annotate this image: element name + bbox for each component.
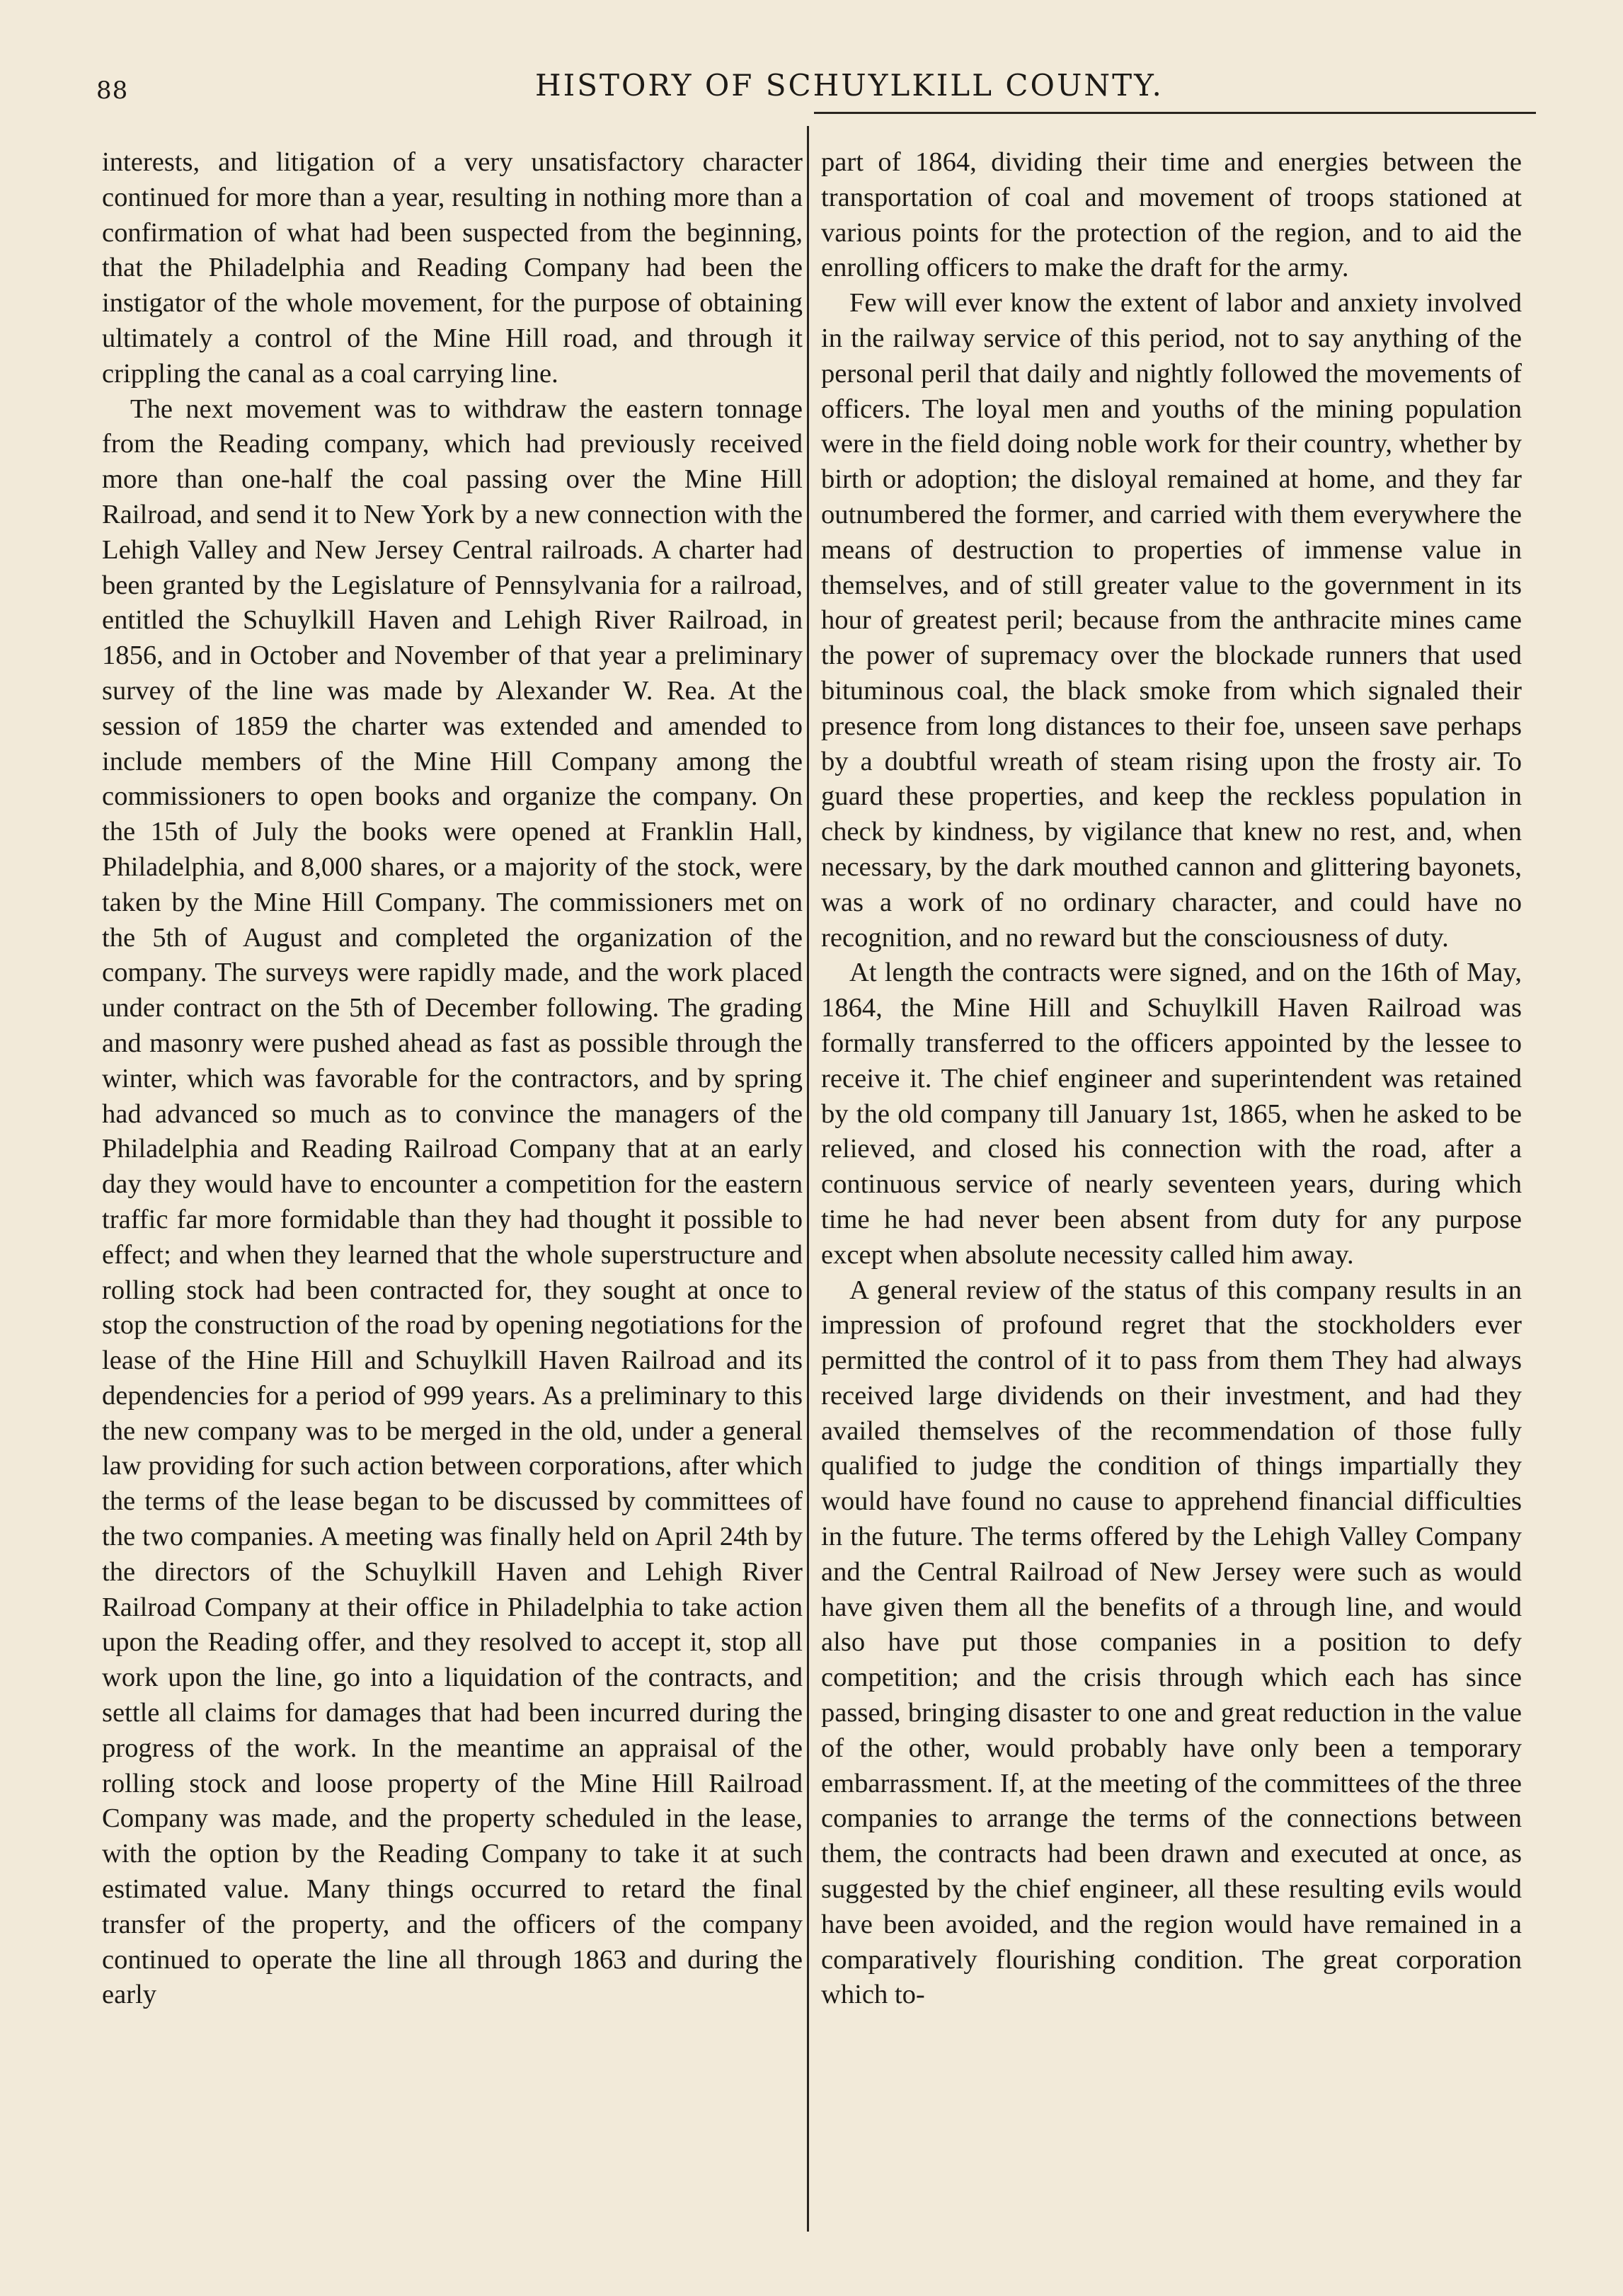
header-rule [814, 112, 1536, 114]
right-column [821, 145, 1522, 2013]
paragraph: Few will ever know the extent of labor and anxiety involved in the railway service of this period, not to say anything of the personal peril that daily and nightly followed the movements of officers. The loyal men and youths of the mining population were in the field doing noble work for their country, whether by birth or adoption; the disloyal remained at home, and they far outnumbered the former, and carried with them everywhere the means of destruction to properties of immense value in themselves, and of still greater value to the government in its hour of greatest peril; because from the anthracite mines came the power of supremacy over the blockade runners that used bituminous coal, the black smoke from which signaled their presence from long distances to their foe, unseen save perhaps by a doubtful wreath of steam rising upon the frosty air. To guard these properties, and keep the reckless population in check by kindness, by vigilance that knew no rest, and, when necessary, by the dark mouthed cannon and glittering bayonets, was a work of no ordinary character, and could have no recognition, and no reward but the consciousness of duty. [821, 288, 1522, 953]
paragraph: part of 1864, dividing their time and energies between the transportation of coal and movement of troops stationed at various points for the protection of the region, and to aid the enrolling officers to make the draft for the army. [821, 147, 1522, 283]
left-column [102, 145, 803, 2013]
paragraph: The next movement was to withdraw the eastern tonnage from the Reading company, which had previously received more than one-half the coal passing over the Mine Hill Railroad, and send it to New York by a new connection with the Lehigh Valley and New Jersey Central railroads. A charter had been granted by the Legislature of Pennsylvania for a railroad, entitled the Schuylkill Haven and Lehigh River Railroad, in 1856, and in October and November of that year a preliminary survey of the line was made by Alexander W. Rea. At the session of 1859 the charter was extended and amended to include members of the Mine Hill Company among the commissioners to open books and organize the company. On the 15th of July the books were opened at Franklin Hall, Philadelphia, and 8,000 shares, or a majority of the stock, were taken by the Mine Hill Company. The commissioners met on the 5th of August and completed the organization of the company. The surveys were rapidly made, and the work placed under contract on the 5th of December following. The grading and masonry were pushed ahead as fast as possible through the winter, which was favorable for the contractors, and by spring had advanced so much as to convince the managers of the Philadelphia and Reading Railroad Company that at an early day they would have to encounter a competition for the eastern traffic far more formidable than they had thought it possible to effect; and when they learned that the whole superstructure and rolling stock had been contracted for, they sought at once to stop the construction of the road by opening negotiations for the lease of the Hine Hill and Schuylkill Haven Railroad and its dependencies for a period of 999 years. As a preliminary to this the new company was to be merged in the old, under a general law providing for such action between corporations, after which the terms of the lease began to be discussed by committees of the two companies. A meeting was finally held on April 24th by the directors of the Schuylkill Haven and Lehigh River Railroad Company at their office in Philadelphia to take action upon the Reading offer, and they resolved to accept it, stop all work upon the line, go into a liquidation of the contracts, and settle all claims for damages that had been incurred during the progress of the work. In the meantime an appraisal of the rolling stock and loose property of the Mine Hill Railroad Company was made, and the property scheduled in the lease, with the option by the Reading Company to take it at such estimated value. Many things occurred to retard the final transfer of the property, and the officers of the company continued to operate the line all through 1863 and during the early [102, 394, 803, 2010]
column-divider [807, 126, 809, 2232]
paragraph: interests, and litigation of a very unsatisfactory character continued for more than a year, resulting in nothing more than a confirmation of what had been suspected from the beginning, that the Philadelphia and Reading Company had been the instigator of the whole movement, for the purpose of obtaining ultimately a control of the Mine Hill road, and through it crippling the canal as a coal carrying line. [102, 147, 803, 389]
page-number: 88 [96, 76, 129, 105]
paragraph: A general review of the status of this company results in an impression of profound regret that the stockholders ever permitted the control of it to pass from them They had always received large dividends on their investment, and had they availed themselves of the recommendation of those fully qualified to judge the condition of things impartially they would have found no cause to apprehend financial difficulties in the future. The terms offered by the Lehigh Valley Company and the Central Railroad of New Jersey were such as would have given them all the benefits of a through line, and would also have put those companies in a position to defy competition; and the crisis through which each has since passed, bringing disaster to one and great reduction in the value of the other, would probably have only been a temporary embarrassment. If, at the meeting of the committees of the three companies to arrange the terms of the connections between them, the contracts had been drawn and executed at once, as suggested by the chief engineer, all these resulting evils would have been avoided, and the region would have remained in a comparatively flourishing condition. The great corporation which to- [821, 1275, 1522, 2010]
page-header [96, 68, 1540, 110]
running-title: HISTORY OF SCHUYLKILL COUNTY. [535, 68, 1164, 103]
paragraph: At length the contracts were signed, and on the 16th of May, 1864, the Mine Hill and Schuylkill Haven Railroad was formally transferred to the officers appointed by the lessee to receive it. The chief engineer and superintendent was retained by the old company till January 1st, 1865, when he asked to be relieved, and closed his connection with the road, after a continuous service of nearly seventeen years, during which time he had never been absent from duty for any purpose except when absolute necessity called him away. [821, 958, 1522, 1270]
